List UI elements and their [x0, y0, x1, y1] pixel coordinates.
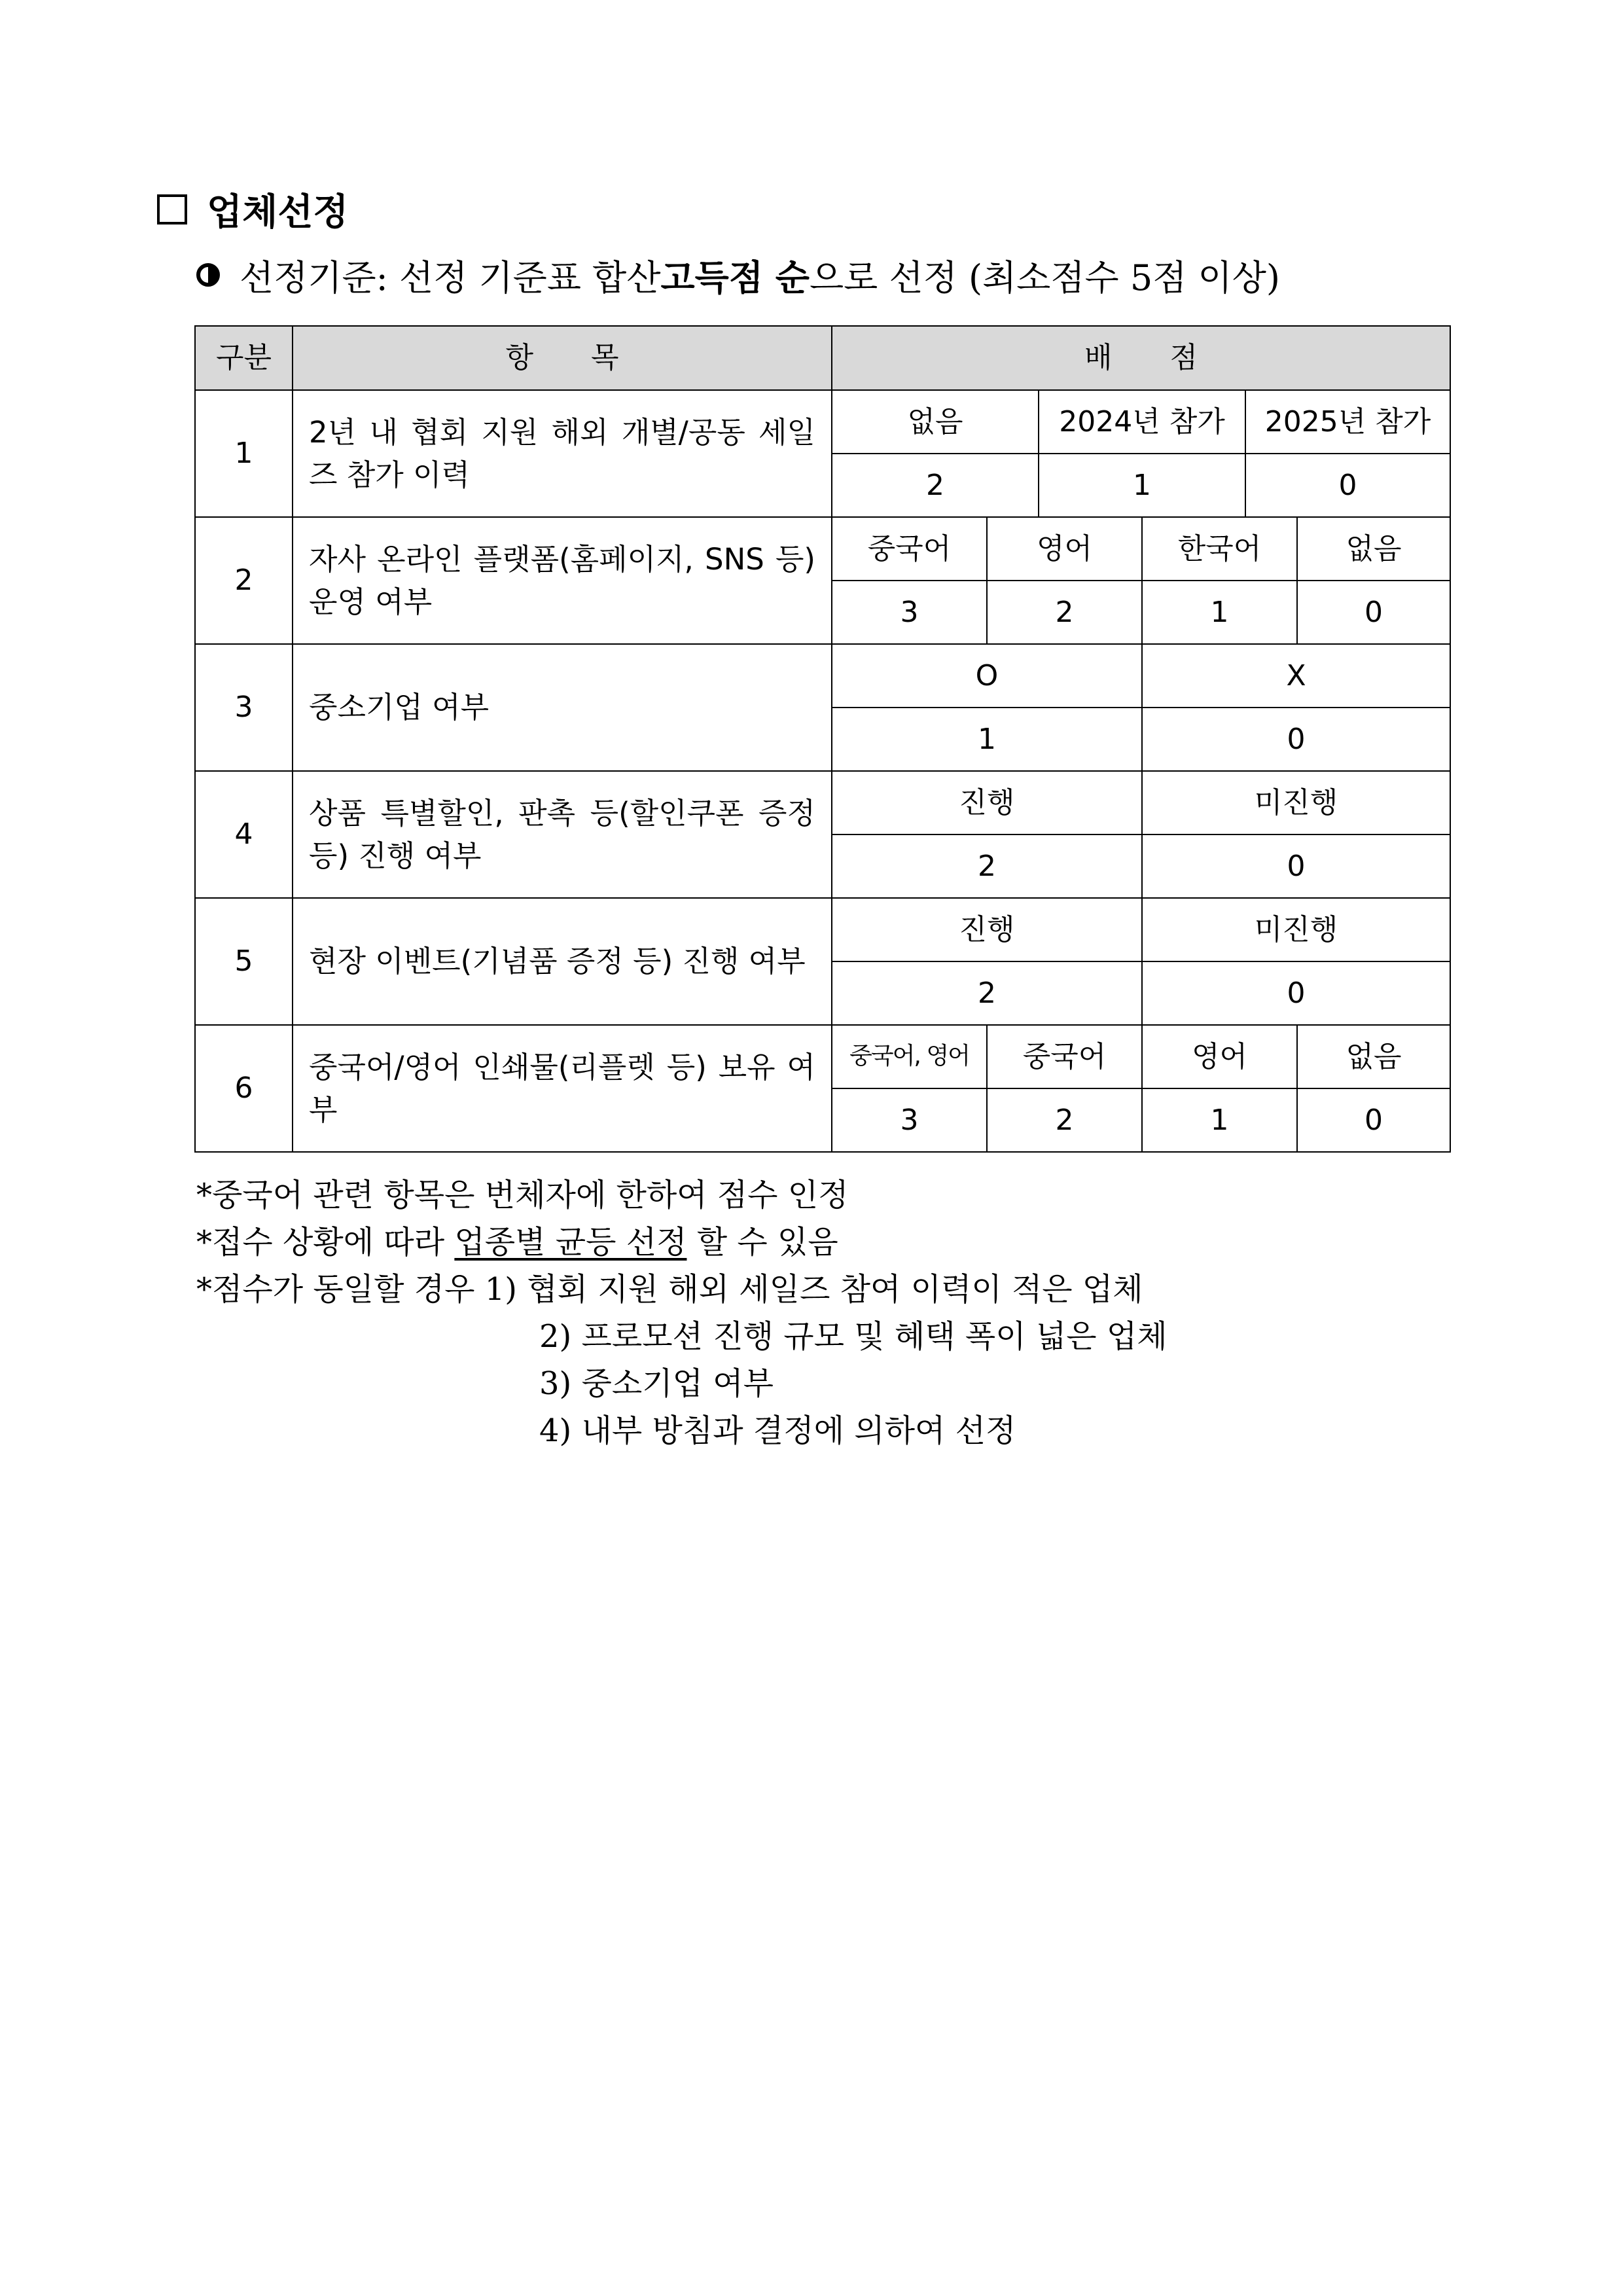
- points-cell: 1: [832, 708, 1142, 771]
- row-no: 3: [195, 644, 293, 771]
- points-cell: 2: [832, 454, 1039, 517]
- points-cell: 2: [987, 581, 1142, 644]
- table-row: [195, 644, 1450, 708]
- option-cell: 중국어, 영어: [832, 1025, 987, 1088]
- criteria-prefix: 선정기준: 선정 기준표 합산: [240, 257, 661, 298]
- row-no: 2: [195, 517, 293, 644]
- tie-break-item: 3) 중소기업 여부: [539, 1365, 774, 1402]
- option-cell: 영어: [987, 517, 1142, 581]
- row-no: 6: [195, 1025, 293, 1152]
- note-text: 할 수 있음: [687, 1224, 838, 1261]
- section-title: [157, 187, 348, 232]
- points-cell: 1: [1142, 1088, 1297, 1152]
- points-cell: 0: [1297, 1088, 1450, 1152]
- section-title-text: 업체선정: [207, 190, 349, 234]
- row-item: 중국어/영어 인쇄물(리플렛 등) 보유 여부: [293, 1025, 832, 1152]
- option-cell: 한국어: [1142, 517, 1297, 581]
- option-cell: 영어: [1142, 1025, 1297, 1088]
- row-item: 중소기업 여부: [293, 644, 832, 771]
- table-row: [195, 898, 1450, 961]
- option-cell: 없음: [1297, 517, 1450, 581]
- row-no: 5: [195, 898, 293, 1025]
- option-cell: 미진행: [1142, 898, 1450, 961]
- points-cell: 0: [1142, 708, 1450, 771]
- tie-break-item: 2) 프로모션 진행 규모 및 혜택 폭이 넓은 업체: [539, 1318, 1168, 1355]
- points-cell: 0: [1245, 454, 1450, 517]
- row-item: 자사 온라인 플랫폼(홈페이지, SNS 등) 운영 여부: [293, 517, 832, 644]
- option-cell: 2024년 참가: [1039, 390, 1245, 454]
- option-cell: 진행: [832, 771, 1142, 834]
- note-text: *점수가 동일할 경우: [196, 1271, 485, 1308]
- header-score: 배 점: [832, 326, 1450, 390]
- table-header-row: [195, 326, 1450, 390]
- points-cell: 0: [1297, 581, 1450, 644]
- criteria-suffix: 으로 선정 (최소점수 5점 이상): [809, 257, 1280, 298]
- points-cell: 1: [1142, 581, 1297, 644]
- option-cell: 중국어: [987, 1025, 1142, 1088]
- note-text: *접수 상황에 따라: [196, 1224, 455, 1261]
- row-no: 1: [195, 390, 293, 517]
- selection-criteria: [196, 252, 1280, 298]
- option-cell: 미진행: [1142, 771, 1450, 834]
- table-row: [195, 390, 1450, 454]
- option-cell: 2025년 참가: [1245, 390, 1450, 454]
- row-item: 상품 특별할인, 판촉 등(할인쿠폰 증정 등) 진행 여부: [293, 771, 832, 898]
- points-cell: 1: [1039, 454, 1245, 517]
- option-cell: 진행: [832, 898, 1142, 961]
- option-cell: 없음: [1297, 1025, 1450, 1088]
- checkbox-icon: [157, 194, 187, 224]
- row-item: 현장 이벤트(기념품 증정 등) 진행 여부: [293, 898, 832, 1025]
- points-cell: 2: [987, 1088, 1142, 1152]
- row-no: 4: [195, 771, 293, 898]
- header-item: 항 목: [293, 326, 832, 390]
- note-line: *중국어 관련 항목은 번체자에 한하여 점수 인정: [196, 1177, 849, 1213]
- points-cell: 2: [832, 961, 1142, 1025]
- points-cell: 3: [832, 581, 987, 644]
- row-item: 2년 내 협회 지원 해외 개별/공동 세일즈 참가 이력: [293, 390, 832, 517]
- note-line: [196, 1219, 1168, 1266]
- table-row: [195, 517, 1450, 581]
- option-cell: 없음: [832, 390, 1039, 454]
- points-cell: 0: [1142, 834, 1450, 898]
- option-cell: O: [832, 644, 1142, 708]
- tie-break-item: 1) 협회 지원 해외 세일즈 참여 이력이 적은 업체: [484, 1271, 1143, 1308]
- tie-break-item: 4) 내부 방침과 결정에 의하여 선정: [539, 1412, 1016, 1449]
- note-line: [196, 1266, 1168, 1313]
- table-row: [195, 1025, 1450, 1088]
- note-underlined: 업종별 균등 선정: [454, 1224, 687, 1261]
- points-cell: 3: [832, 1088, 987, 1152]
- points-cell: 2: [832, 834, 1142, 898]
- option-cell: 중국어: [832, 517, 987, 581]
- option-cell: X: [1142, 644, 1450, 708]
- criteria-bold: 고득점 순: [660, 256, 810, 298]
- points-cell: 0: [1142, 961, 1450, 1025]
- score-table: [194, 325, 1451, 1153]
- table-row: [195, 771, 1450, 834]
- header-no: 구분: [195, 326, 293, 390]
- half-circle-bullet-icon: [196, 263, 220, 287]
- notes: [196, 1172, 1168, 1454]
